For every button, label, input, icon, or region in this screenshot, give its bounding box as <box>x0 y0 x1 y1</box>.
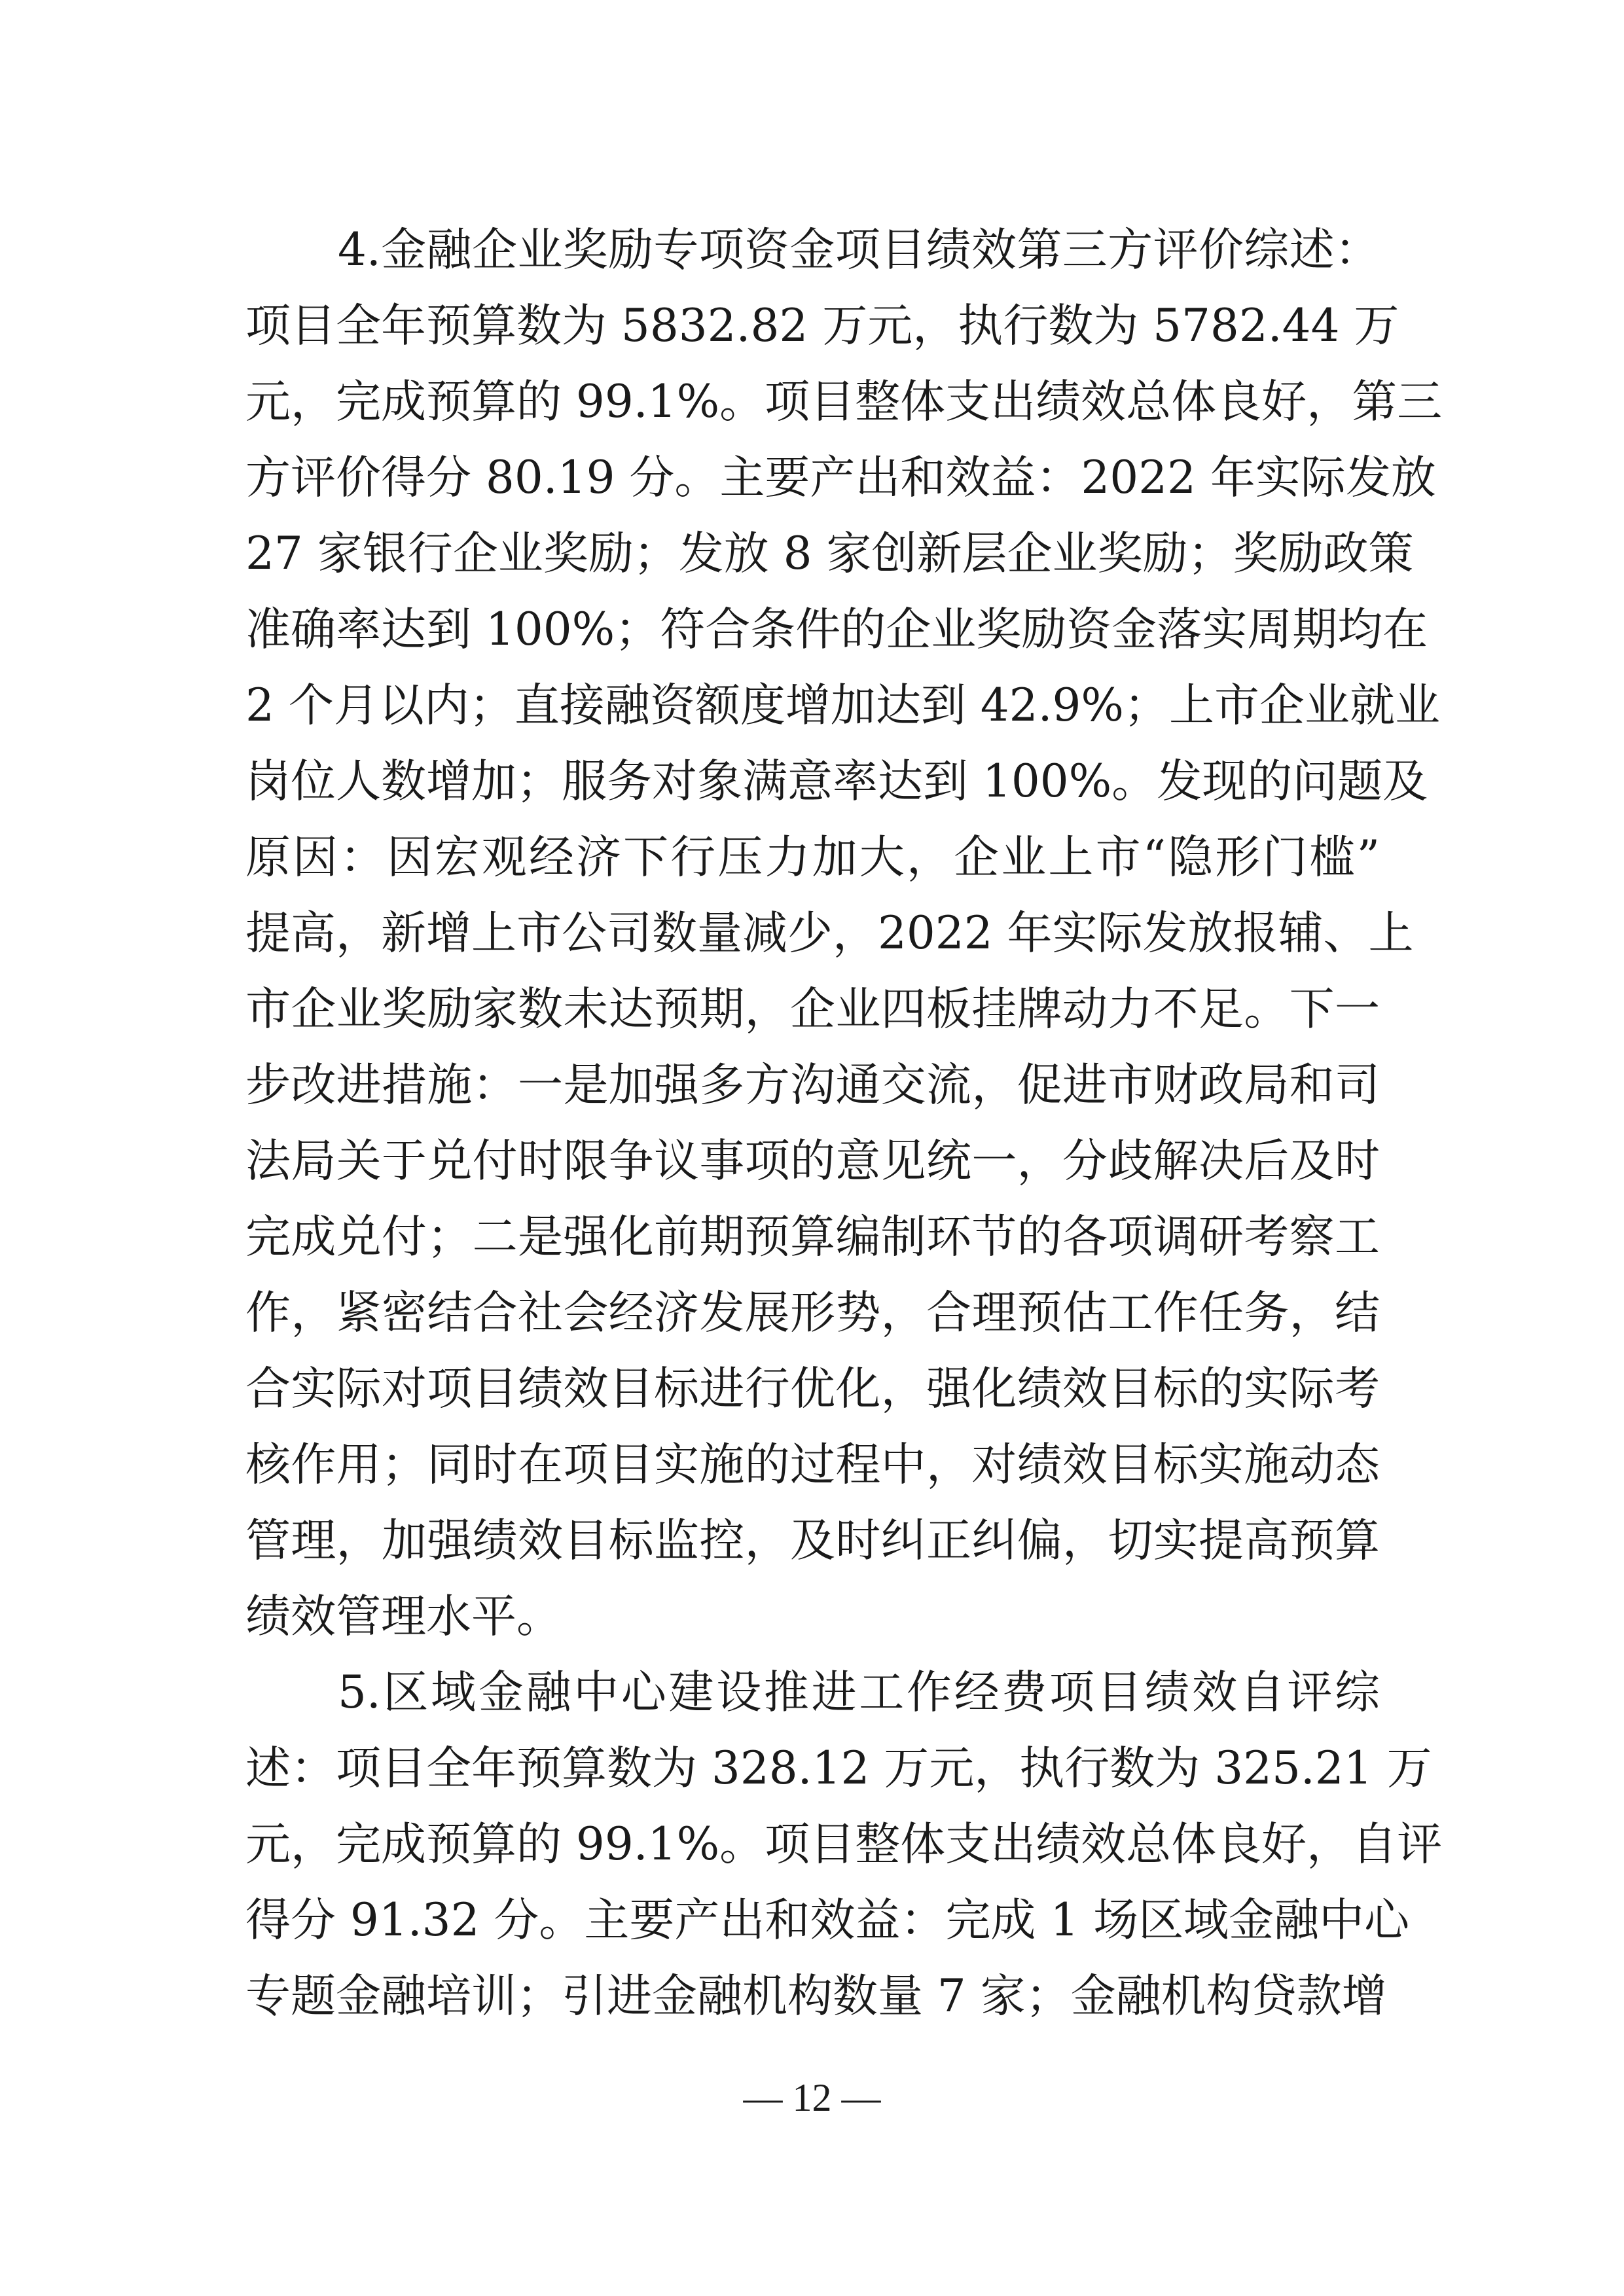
paragraph-5-line-2: 述：项目全年预算数为 328.12 万元，执行数为 325.21 万 <box>245 1742 1432 1795</box>
paragraph-5-line-4: 得分 91.32 分。主要产出和效益：完成 1 场区域金融中心 <box>245 1894 1410 1946</box>
paragraph-4-line-12: 步改进措施：一是加强多方沟通交流，促进市财政局和司 <box>245 1059 1380 1111</box>
paragraph-5-line-3: 元，完成预算的 99.1%。项目整体支出绩效总体良好，自评 <box>245 1818 1443 1871</box>
paragraph-4-line-7: 2 个月以内；直接融资额度增加达到 42.9%；上市企业就业 <box>245 679 1440 732</box>
paragraph-5-line-1: 5.区域金融中心建设推进工作经费项目绩效自评综 <box>338 1666 1380 1719</box>
paragraph-4-line-13: 法局关于兑付时限争议事项的意见统一，分歧解决后及时 <box>245 1135 1380 1187</box>
paragraph-4-line-6: 准确率达到 100%；符合条件的企业奖励资金落实周期均在 <box>245 603 1428 656</box>
paragraph-4-line-5: 27 家银行企业奖励；发放 8 家创新层企业奖励；奖励政策 <box>245 528 1414 580</box>
paragraph-4-line-2: 项目全年预算数为 5832.82 万元，执行数为 5782.44 万 <box>245 300 1399 352</box>
paragraph-4-line-18: 管理，加强绩效目标监控，及时纠正纠偏，切实提高预算 <box>245 1515 1380 1567</box>
paragraph-4-line-8: 岗位人数增加；服务对象满意率达到 100%。发现的问题及 <box>245 755 1428 808</box>
paragraph-4-line-11: 市企业奖励家数未达预期，企业四板挂牌动力不足。下一 <box>245 983 1380 1035</box>
page-number: — 12 — <box>743 2076 881 2119</box>
paragraph-4-line-9: 原因：因宏观经济下行压力加大，企业上市“隐形门槛” <box>245 831 1380 884</box>
paragraph-5-line-5: 专题金融培训；引进金融机构数量 7 家；金融机构贷款增 <box>245 1970 1387 2022</box>
paragraph-4-line-3: 元，完成预算的 99.1%。项目整体支出绩效总体良好，第三 <box>245 376 1443 428</box>
paragraph-4-line-19: 绩效管理水平。 <box>245 1590 562 1643</box>
paragraph-4-line-14: 完成兑付；二是强化前期预算编制环节的各项调研考察工 <box>245 1211 1380 1263</box>
paragraph-4-line-17: 核作用；同时在项目实施的过程中，对绩效目标实施动态 <box>245 1439 1380 1491</box>
paragraph-4-line-4: 方评价得分 80.19 分。主要产出和效益：2022 年实际发放 <box>245 452 1436 504</box>
paragraph-4-line-16: 合实际对项目绩效目标进行优化，强化绩效目标的实际考 <box>245 1363 1380 1415</box>
paragraph-4-line-10: 提高，新增上市公司数量减少，2022 年实际发放报辅、上 <box>245 907 1414 960</box>
paragraph-4-line-15: 作，紧密结合社会经济发展形势，合理预估工作任务，结 <box>245 1287 1380 1339</box>
paragraph-4-line-1: 4.金融企业奖励专项资金项目绩效第三方评价综述： <box>338 224 1380 276</box>
